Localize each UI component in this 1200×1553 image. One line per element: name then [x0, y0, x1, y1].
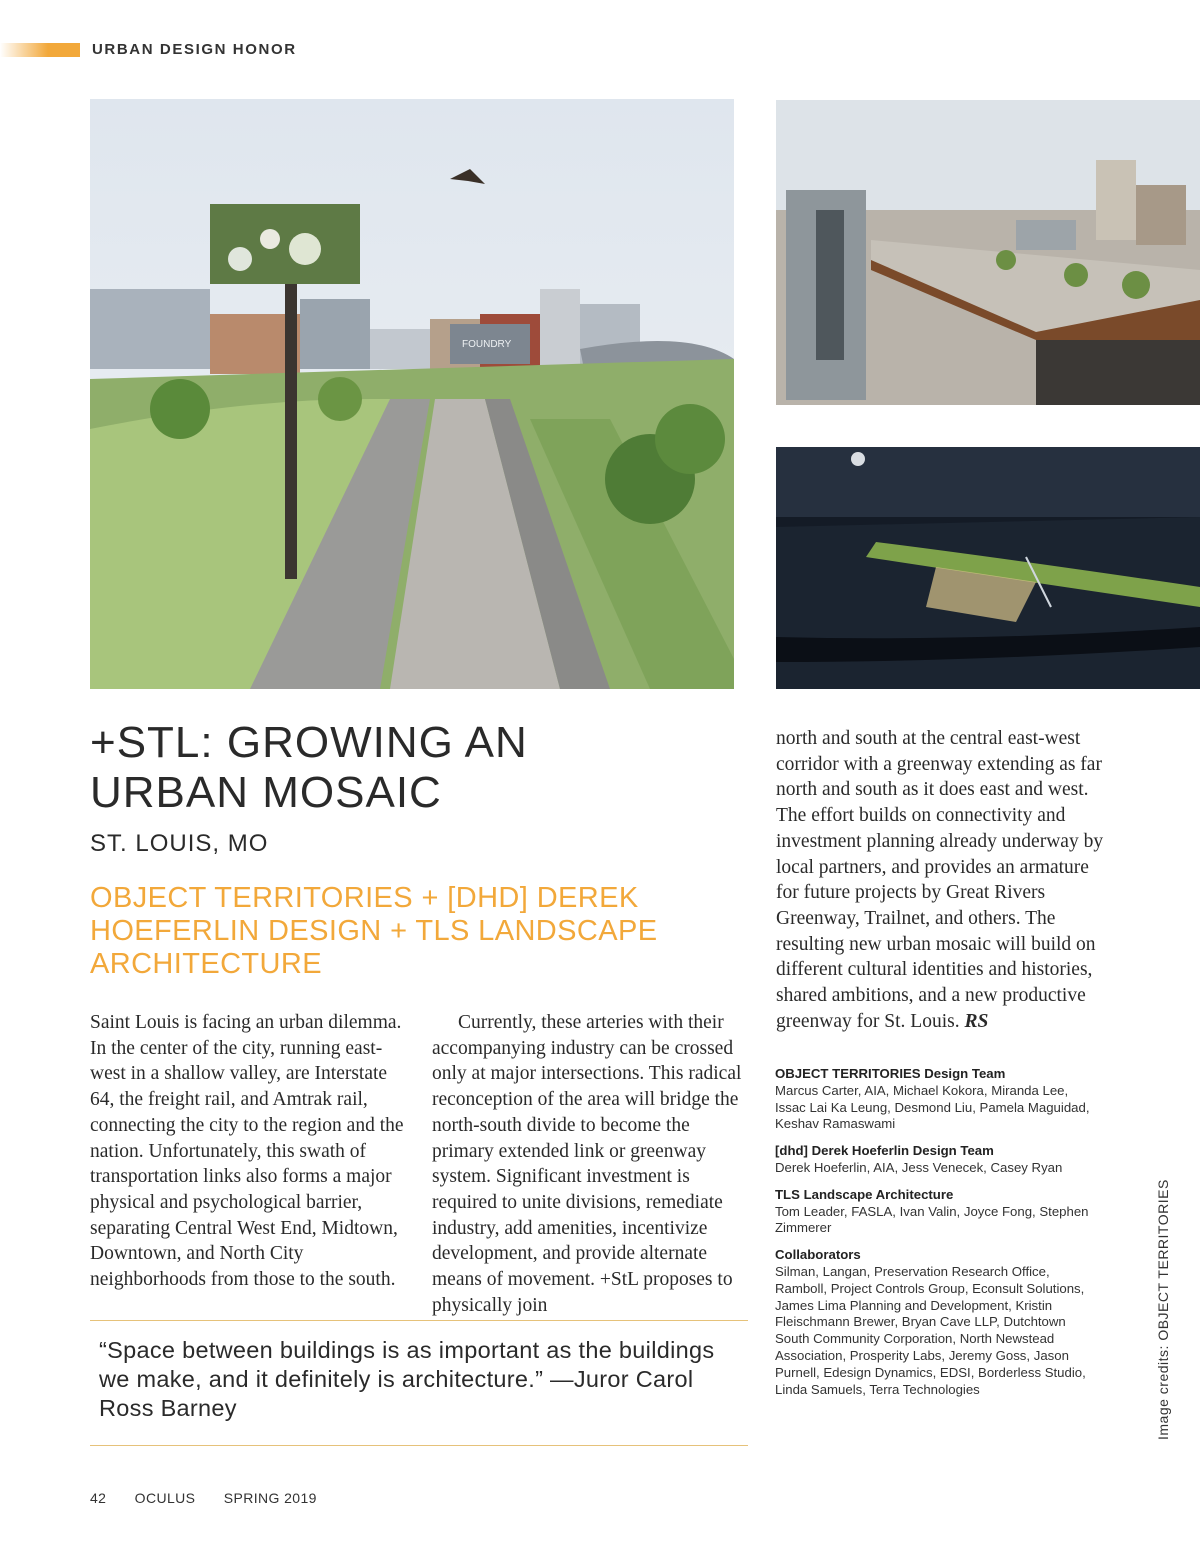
credit-block: [775, 1066, 1095, 1133]
elevated-greenway-aerial-image: [776, 100, 1200, 405]
project-location: ST. LOUIS, MO: [90, 830, 269, 857]
credit-heading: [dhd] Derek Hoeferlin Design Team: [775, 1143, 994, 1159]
pull-quote: “Space between buildings is as important as the buildings we make, and it definitely is architecture.” —Juror Carol Ross Barney: [99, 1337, 715, 1421]
body-column-2: Currently, these arteries with their accompanying industry can be crossed only at major intersections. This radical reconception of the area will bridge the north-south divide to become the primary extended link or greenway system. Significant investment is required to unite divisions, remediate industry, add amenities, incentivize development, and provide alternate means of movement. +StL proposes to physically join: [432, 1012, 742, 1316]
night-aerial-image: [776, 447, 1200, 689]
credit-block: [775, 1187, 1095, 1237]
article-title: [90, 718, 750, 818]
credit-names: Marcus Carter, AIA, Michael Kokora, Miranda Lee, Issac Lai Ka Leung, Desmond Liu, Pamela Maguidad, Keshav Ramaswami: [775, 1082, 1090, 1132]
credit-heading: Collaborators: [775, 1247, 861, 1263]
article-title-line-1: +STL: GROWING AN: [90, 718, 528, 767]
page-footer: [90, 1490, 341, 1506]
project-firms: OBJECT TERRITORIES + [DHD] DEREK HOEFERLIN DESIGN + TLS LANDSCAPE ARCHITECTURE: [90, 882, 658, 980]
section-accent-bar: [0, 43, 80, 57]
credit-heading: OBJECT TERRITORIES Design Team: [775, 1066, 1006, 1081]
magazine-name: OCULUS: [134, 1490, 196, 1506]
credit-names: Derek Hoeferlin, AIA, Jess Venecek, Casey Ryan: [775, 1159, 1063, 1175]
team-credits: [775, 1066, 1095, 1408]
author-signature: RS: [964, 1010, 989, 1032]
credit-names: Tom Leader, FASLA, Ivan Valin, Joyce Fong, Stephen Zimmerer: [775, 1203, 1089, 1236]
credit-heading: TLS Landscape Architecture: [775, 1186, 954, 1202]
credit-names: Silman, Langan, Preservation Research Office, Ramboll, Project Controls Group, Econsult Solutions, James Lima Planning and Development, Kristin Fleischmann Brewer, Bryan Cave LLP, Dutchtown South Community Corporation, North Newstead Association, Prosperity Labs, Jeremy Goss, Jason Purnell, Edesign Dynamics, EDSI, Borderless Studio, Linda Samuels, Terra Technologies: [775, 1263, 1086, 1397]
page-number: 42: [90, 1490, 107, 1506]
quote-divider-bottom: [90, 1445, 748, 1446]
body-column-3: [776, 726, 1106, 1034]
quote-divider-top: [90, 1320, 748, 1321]
image-credit: Image credits: OBJECT TERRITORIES: [1155, 1179, 1171, 1440]
credit-block: [775, 1143, 1095, 1177]
issue-date: SPRING 2019: [223, 1490, 317, 1506]
greenway-rendering-image: [90, 99, 734, 689]
article-title-line-2: URBAN MOSAIC: [90, 768, 442, 817]
section-label: URBAN DESIGN HONOR: [92, 41, 297, 58]
credit-block: [775, 1247, 1095, 1398]
foundry-sign-text: FOUNDRY: [462, 339, 512, 350]
body-column-3-text: north and south at the central east-west corridor with a greenway extending as far north and south as it does east and west. The effort builds on connectivity and investment planning already underway by local partners, and provides an armature for future projects by Great Rivers Greenway, Trailnet, and others. The resulting new urban mosaic will build on different cultural identities and histories, shared ambitions, and a new productive greenway for St. Louis.: [776, 728, 1104, 1032]
body-column-1: Saint Louis is facing an urban dilemma. In the center of the city, running east-west in a shallow valley, are Interstate 64, the freight rail, and Amtrak rail, connecting the city to the region and the nation. Unfortunately, this swath of transportation links also forms a major physical and psychological barrier, separating Central West End, Midtown, Downtown, and North City neighborhoods from those to the south.: [90, 1012, 404, 1291]
